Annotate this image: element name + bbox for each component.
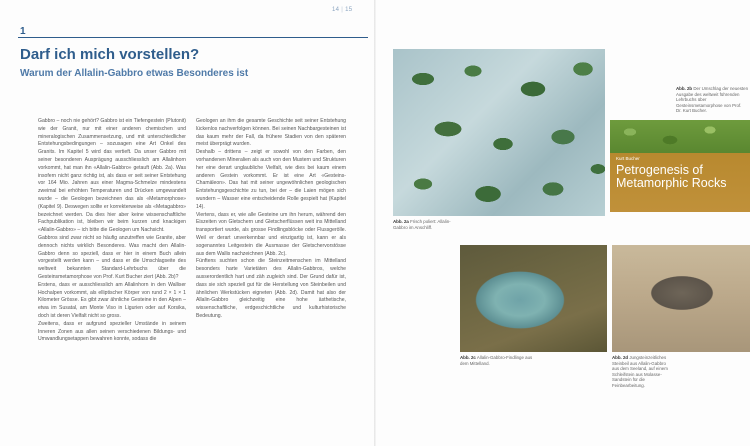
caption-label: Abb. 2c [460, 355, 476, 360]
page-number-right: 15 [345, 7, 353, 13]
paragraph: Fünftens suchten schon die Steinzeitmenschen im Mittelland besonders harte Varietäten des Allalin-Gabbros, welche ausserordentlich hart und zäh zugleich sind. Der Grund dafür ist, dass sie sich speziell gut für die Herstellung von Steinbeilen und ähnlichen Werkstücken eigneten (Abb. 2d). Damit hat also der Allalin-Gabbro gleichzeitig eine hohe ästhetische, wissenschaftliche, erdgeschichtliche und kulturhistorische Bedeutung. [196, 258, 346, 319]
caption-label: Abb. 2a [393, 219, 409, 224]
text-column-right [196, 118, 346, 321]
caption-text: Jungsteinzeitliches Steinbeil aus Allalin-Gabbro aus dem Seeland, auf einem Schleifstein aus Molasse-Sandstein für die Feinbearbeitung. [612, 355, 668, 388]
caption-text: Allalin-Gabbro-Findlinge aus dem Mittelland. [460, 355, 533, 366]
page-title: Darf ich mich vorstellen? [20, 46, 200, 63]
page-subtitle: Warum der Allalin-Gabbro etwas Besonderes ist [20, 68, 249, 79]
caption-text: Der Umschlag der neuesten Ausgabe des weltweit führenden Lehrbuchs über Gesteinsmetamorphose von Prof. Dr. Kurt Bucher. [676, 86, 749, 114]
caption-label: Abb. 2b [676, 86, 693, 91]
folio [332, 7, 352, 13]
chapter-rule [18, 37, 368, 38]
caption-text: Frisch poliert: Allalin-Gabbro im Anschliff. [393, 219, 451, 230]
caption-label: Abb. 2d [612, 355, 629, 360]
gabbro-polished-photo [393, 49, 605, 216]
paragraph: Erstens, dass er ausschliesslich am Allalinhorn in den Walliser Hochalpen vorkommt, als elliptischer Körper von rund 2 × 1 × 1 Kilometer Grösse. Es gibt zwar ähnliche Gesteine in den Alpen – etwa im Susatal, am Monte Viso in Ligurien oder auf Korsika, doch ist deren Vielfalt nicht so gross. [38, 281, 186, 319]
page-fold [374, 0, 376, 446]
book-cover-author: Kurt Bucher [616, 156, 640, 161]
book-cover-photo [610, 120, 750, 212]
paragraph: Geologen an ihm die gesamte Geschichte seit seiner Entstehung lückenlos nachverfolgen können. Bei seinen Nachbargesteinen ist das kaum mehr der Fall, da frühere Stadien von den späteren meist überprägt wurden. [196, 118, 346, 148]
page-number-left: 14 [332, 7, 340, 13]
stone-axe-photo [612, 245, 750, 352]
text-column-left [38, 118, 186, 344]
caption-2a [393, 219, 455, 230]
caption-2c [460, 355, 540, 366]
paragraph: Viertens, dass er, wie alle Gesteine um ihn herum, während den Eiszeiten von Gletschern und Gletscherflüssen weit ins Mittelland transportiert wurde, als grosse Findlingsblöcke oder Flussgerölle. Weil er derart unverkennbar und einzigartig ist, kann er als sogenanntes Leitgestein die Ausmasse der Gletschervorstösse aus dem Wallis nachzeichnen (Abb. 2c). [196, 211, 346, 257]
caption-2d [612, 355, 672, 389]
gabbro-boulder-photo [460, 245, 607, 352]
folio-separator: | [341, 7, 344, 13]
book-cover-rock-band [610, 120, 750, 153]
chapter-number: 1 [20, 26, 26, 37]
paragraph: Deshalb – drittens – zeigt er sowohl von den Farben, den vorhandenen Mineralien als auch von den Mustern und Strukturen her eine derart unglaubliche Vielfalt, wie dies bei kaum einem anderen Gestein vorkommt. Er ist eine Art «Gesteins-Chamäleon». Das hat mit seiner ungewöhnlichen geologischen Entstehungsgeschichte zu tun, bei der – die Laien mögen sich wundern – Wasser eine entscheidende Rolle gespielt hat (Kapitel 14). [196, 149, 346, 210]
paragraph: Gabbros sind zwar nicht so häufig anzutreffen wie Granite, aber dennoch nichts wirklich Besonderes. Was macht den Allalin-Gabbro denn so speziell, dass er hier in einem Buch allein vorgestellt werden kann – und dass er die Umschlagseite des weltweit bekannten Standard-Lehrbuchs über die Gesteinsmetamorphose von Prof. Kurt Bucher ziert (Abb. 2b)? [38, 234, 186, 280]
book-cover-title: Petrogenesis of Metamorphic Rocks [616, 163, 727, 190]
paragraph: Gabbro – noch nie gehört? Gabbro ist ein Tiefengestein (Plutonit) wie der Granit, nur mit einer anderen chemischen und mineralogischen Zusammensetzung, und mit unterschiedlicher Entstehungsbedingungen – sozusagen eine Art Onkel des Granits. Im Kapitel 5 wird das vertieft. Da unser Gabbro mit seiner besonderen Ausprägung ausschliesslich am Allalinhorn vorkommt, hat man ihn «Allalin-Gabbro» getauft (Abb. 2a). Was insofern nicht ganz richtig ist, als dass er seit seiner Entstehung vor 164 Mio. Jahren aus einer Magma-Schmelze mindestens zweimal bei erhöhten Temperaturen und Drücken umgewandelt wurde – die Geologen bezeichnen das als «Metamorphose» (Kapitel 9). Deswegen sollte er korrekterweise als «Metagabbro» bezeichnet werden. Da dies hier aber keine wissenschaftliche Fachpublikation ist, bleiben wir beim kurzen und knackigen «Allalin-Gabbro» – ich bitte die Geologen um Nachsicht. [38, 118, 186, 234]
caption-2b [676, 86, 748, 114]
paragraph: Zweitens, dass er aufgrund spezieller Umstände in seinem Inneren Zonen aus allen seinen verschiedenen Bildungs- und Umwandlungsetappen bewahren konnte, sodass die [38, 320, 186, 343]
